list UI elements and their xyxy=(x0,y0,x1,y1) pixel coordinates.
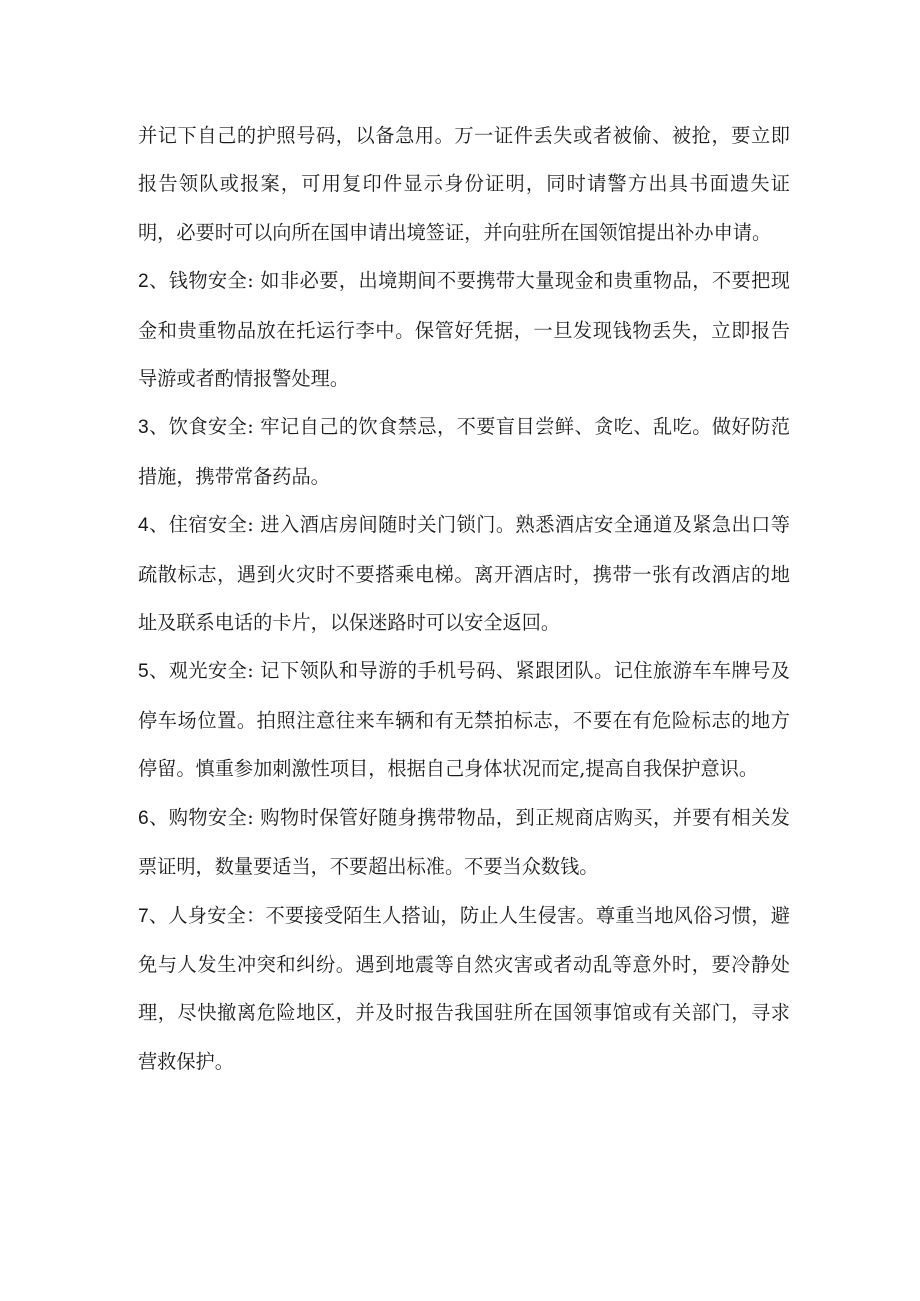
paragraph-personal-safety xyxy=(138,892,790,1087)
paragraph-text: 、购物安全: 购物时保管好随身携带物品，到正规商店购买，并要有相关发票证明，数量要适当，不要超出标准。不要当众数钱。 xyxy=(138,805,790,879)
paragraph-text: 、饮食安全: 牢记自己的饮食禁忌，不要盲目尝鲜、贪吃、乱吃。做好防范措施，携带常备药品。 xyxy=(138,415,790,488)
paragraph-number: 3 xyxy=(138,417,149,439)
paragraph-food-safety xyxy=(138,403,790,501)
paragraph-text: 、人身安全：不要接受陌生人搭讪，防止人生侵害。尊重当地风俗习惯，避免与人发生冲突和纠纷。遇到地震等自然灾害或者动乱等意外时，要冷静处理，尽快撤离危险地区，并及时报告我国驻所在国领事馆或有关部门，寻求营救保护。 xyxy=(138,903,790,1073)
paragraph-text: 、观光安全: 记下领队和导游的手机号码、紧跟团队。记住旅游车车牌号及停车场位置。拍照注意往来车辆和有无禁拍标志，不要在有危险标志的地方停留。慎重参加刺激性项目，根据自己身体状况而定,提高自我保护意识。 xyxy=(138,659,790,781)
paragraph-text: 、住宿安全: 进入酒店房间随时关门锁门。熟悉酒店安全通道及紧急出口等疏散标志，遇到火灾时不要搭乘电梯。离开酒店时，携带一张有改酒店的地址及联系电话的卡片，以保迷路时可以安全返回。 xyxy=(138,513,790,635)
paragraph-number: 7 xyxy=(138,905,149,927)
paragraph-sightseeing-safety xyxy=(138,647,790,793)
document-body xyxy=(138,112,790,1086)
paragraph-money-safety xyxy=(138,257,790,403)
paragraph-lodging-safety xyxy=(138,501,790,647)
paragraph-text: 、钱物安全: 如非必要，出境期间不要携带大量现金和贵重物品，不要把现金和贵重物品放在托运行李中。保管好凭据，一旦发现钱物丢失，立即报告导游或者酌情报警处理。 xyxy=(138,269,790,391)
paragraph-number: 5 xyxy=(138,661,149,683)
paragraph-number: 2 xyxy=(138,271,149,293)
paragraph-passport-continued xyxy=(138,112,790,257)
paragraph-shopping-safety xyxy=(138,794,790,892)
paragraph-number: 6 xyxy=(138,807,149,829)
paragraph-text: 并记下自己的护照号码，以备急用。万一证件丢失或者被偷、被抢，要立即报告领队或报案，可用复印件显示身份证明，同时请警方出具书面遗失证明，必要时可以向所在国申请出境签证，并向驻所在国领馆提出补办申请。 xyxy=(138,124,790,244)
paragraph-number: 4 xyxy=(138,515,149,537)
